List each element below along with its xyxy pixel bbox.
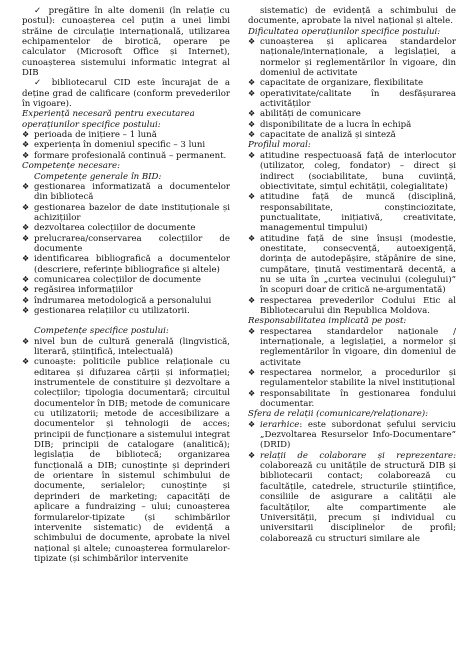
list-item: ❖ îndrumarea metodologică a personalului: [22, 295, 212, 306]
experience-list: [22, 130, 230, 161]
list-item: ❖ gestionarea informatizată a documentelor din bibliotecă: [22, 181, 230, 203]
bullet-icon: ❖: [248, 37, 256, 47]
difficulty-list: [248, 37, 456, 140]
specific-competences-list: [22, 337, 230, 565]
moral-profile-list: [248, 151, 456, 317]
list-item: ❖ abilități de comunicare: [248, 109, 361, 120]
list-item: ❖ gestionarea relațiilor cu utilizatorii.: [22, 305, 190, 316]
responsibility-heading: Responsabilitatea implicată pe post:: [248, 316, 407, 327]
bullet-icon: ❖: [248, 450, 256, 460]
list-item: ❖ gestionarea bazelor de date instituționale și achizițiilor: [22, 202, 230, 223]
list-item: ❖ prelucrarea/conservarea colecțiilor de documente: [22, 233, 230, 254]
bullet-icon: ❖: [22, 305, 30, 315]
general-competences-list: [22, 182, 230, 316]
list-item: ❖ comunicarea colecțiilor de documente: [22, 274, 201, 285]
list-item: ❖ disponibilitate de a lucra în echipă: [248, 119, 412, 130]
bullet-icon: ❖: [248, 78, 256, 88]
bullet-icon: ❖: [248, 233, 256, 243]
list-item: ❖ dezvoltarea colecțiilor de documente: [22, 223, 196, 234]
difficulty-heading: Dificultatea operațiunilor specifice postului:: [248, 26, 441, 37]
right-column: [248, 6, 456, 544]
list-item: ❖ respectarea prevederilor Codului Etic al Bibliotecarului din Republica Moldova.: [248, 295, 456, 316]
list-item: ❖ responsabilitate în gestionarea fondului documentar.: [248, 388, 456, 410]
bullet-icon: ❖: [248, 109, 256, 119]
bullet-icon: ❖: [248, 295, 256, 305]
bullet-icon: ❖: [22, 274, 30, 284]
bullet-icon: ❖: [248, 150, 256, 160]
moral-profile-heading: Profilul moral:: [248, 140, 311, 151]
list-item: ❖ formare profesională continuă – permanent.: [22, 150, 227, 161]
bullet-icon: ❖: [248, 130, 256, 140]
bullet-icon: ❖: [22, 336, 30, 346]
continuation-text: sistematic) de evidență a schimbului de documente, aprobate la nivel național și altele.: [248, 6, 456, 27]
bullet-icon: ❖: [248, 419, 256, 429]
bullet-icon: ❖: [22, 130, 30, 140]
list-item: ❖ atitudine respectuoasă față de interlocutor (utilizator, coleg, fondator) – direct și indirect (sociabilitate, buna cuviință, obiectivitate, simțul echității, colegialitate): [248, 150, 456, 192]
list-item: ❖ relații de colaborare și reprezentare: colaborează cu unitățile de structură DIB și bibliotecarii contact; colaborează cu facultățile, catedrele, structurile științifice, consiliile de asigurare a calității ale facultăților, alte compartimente ale Universității, precum și individual cu universitarii disciplinelor de profil; colaborează cu structuri similare ale: [248, 450, 456, 544]
bullet-icon: ❖: [22, 285, 30, 295]
collaboration-label: relații de colaborare și reprezentare:: [260, 450, 456, 461]
list-item: ❖ perioada de inițiere – 1 lună: [22, 130, 157, 141]
list-item: ❖ operativitate/calitate în desfășurarea activităților: [248, 88, 456, 110]
bullet-icon: ❖: [22, 181, 30, 191]
list-item: ❖ respectarea standardelor naționale / internaționale, a legislației, a normelor și reglementărilor în vigoare, din domeniul de activitate: [248, 326, 456, 368]
spacer: [22, 316, 230, 326]
bullet-icon: ❖: [22, 223, 30, 233]
relations-list: [248, 420, 456, 544]
list-item: ❖ capacitate de organizare, flexibilitate: [248, 78, 424, 89]
bullet-icon: ❖: [22, 357, 30, 367]
bullet-icon: ❖: [22, 150, 30, 160]
specific-competences-heading: Competențe specifice postului:: [34, 326, 169, 337]
bullet-icon: ❖: [248, 119, 256, 129]
bullet-icon: ❖: [248, 192, 256, 202]
list-item: ❖ ierarhice: este subordonat șefului serviciu „Dezvoltarea Resurselor Info-Documentare” (DRID): [248, 419, 456, 451]
bullet-icon: ❖: [248, 388, 256, 398]
list-item: ❖ atitudine față de sine însuși (modestie, onestitate, consecvență, autoexigență, dorința de autodepășire, stăpânire de sine, cumpătare, ținută vestimentară decentă, a nu se uita în „curtea vecinului (colegului)” în scopuri doar de critică ne-argumentată): [248, 233, 456, 296]
competences-heading: Competențe necesare:: [22, 161, 120, 172]
left-column: [22, 6, 230, 564]
list-item: ❖ atitudine față de muncă (disciplină, responsabilitate, conștinciozitate, punctualitate, inițiativă, creativitate, managementul timpului): [248, 192, 456, 234]
bullet-icon: ❖: [248, 88, 256, 98]
intro-paragraph-languages: ✓ pregătire în alte domenii (în relație cu postul): cunoașterea cel puțin a unei limbi străine de circulație internațională, utilizarea echipamentelor de birotică, operare pe calculator (Microsoft Office și Internet), cunoașterea sistemului informatic integrat al DIB: [22, 6, 230, 79]
list-item: ❖ nivel bun de cultură generală (lingvistică, literară, științifică, intelectuală): [22, 336, 230, 357]
relations-heading: Sfera de relații (comunicare/relaționare):: [248, 409, 429, 420]
experience-heading: Experiență necesară pentru executarea operațiunilor specifice postului:: [22, 109, 195, 130]
list-item: ❖ experiența în domeniul specific – 3 luni: [22, 140, 206, 151]
list-item: ❖ cunoaște: politicile publice relaționale cu editarea și difuzarea cărții și informației; instrumentele de constituire și dezvoltare a colecțiilor; tipologia documentară; circuitul documentelor în DIB; metode de comunicare cu utilizatorii; metode de accesibilizare a documentelor și tehnologii de acces; principii de funcționare a sistemului integrat DIB; principii de catalogare (analitică); legislația de bibliotecă; organizarea funcțională a DIB; cunoștințe și deprinderi de orientare în sistemul schimbului de documente, serialelor; cunoștințe și deprinderi de marketing; capacități de aplicare a fundraizing – ului; cunoașterea formularelor-tipizate (și schimbărilor intervenite sistematic) de evidență a schimbului de documente, aprobate la nivel național și altele; cunoașterea formularelor-tipizate (și schimbărilor intervenite: [22, 357, 230, 564]
bullet-icon: ❖: [22, 202, 30, 212]
list-item: ❖ cunoașterea și aplicarea standardelor naționale/internaționale, a legislației, a normelor și reglementărilor în vigoare, din domeniul de activitate: [248, 37, 456, 79]
bullet-icon: ❖: [22, 295, 30, 305]
hierarchical-label: ierarhice: [260, 419, 300, 430]
list-item: ❖ regăsirea informațiilor: [22, 285, 134, 296]
bullet-icon: ❖: [22, 140, 30, 150]
responsibility-list: [248, 327, 456, 410]
list-item: ❖ capacitate de analiză și sinteză: [248, 130, 396, 141]
bullet-icon: ❖: [22, 254, 30, 264]
intro-paragraph-qualification: ✓ bibliotecarul CID este încurajat de a deține grad de calificare (conform prevederilor în vigoare).: [22, 78, 230, 110]
bullet-icon: ❖: [248, 326, 256, 336]
list-item: ❖ identificarea bibliografică a documentelor (descriere, referințe bibliografice și altele): [22, 254, 230, 275]
list-item: ❖ respectarea normelor, a procedurilor și regulamentelor stabilite la nivel instituțional: [248, 368, 456, 389]
general-competences-heading: Competențe generale în BID:: [34, 171, 162, 182]
bullet-icon: ❖: [22, 233, 30, 243]
bullet-icon: ❖: [248, 368, 256, 378]
